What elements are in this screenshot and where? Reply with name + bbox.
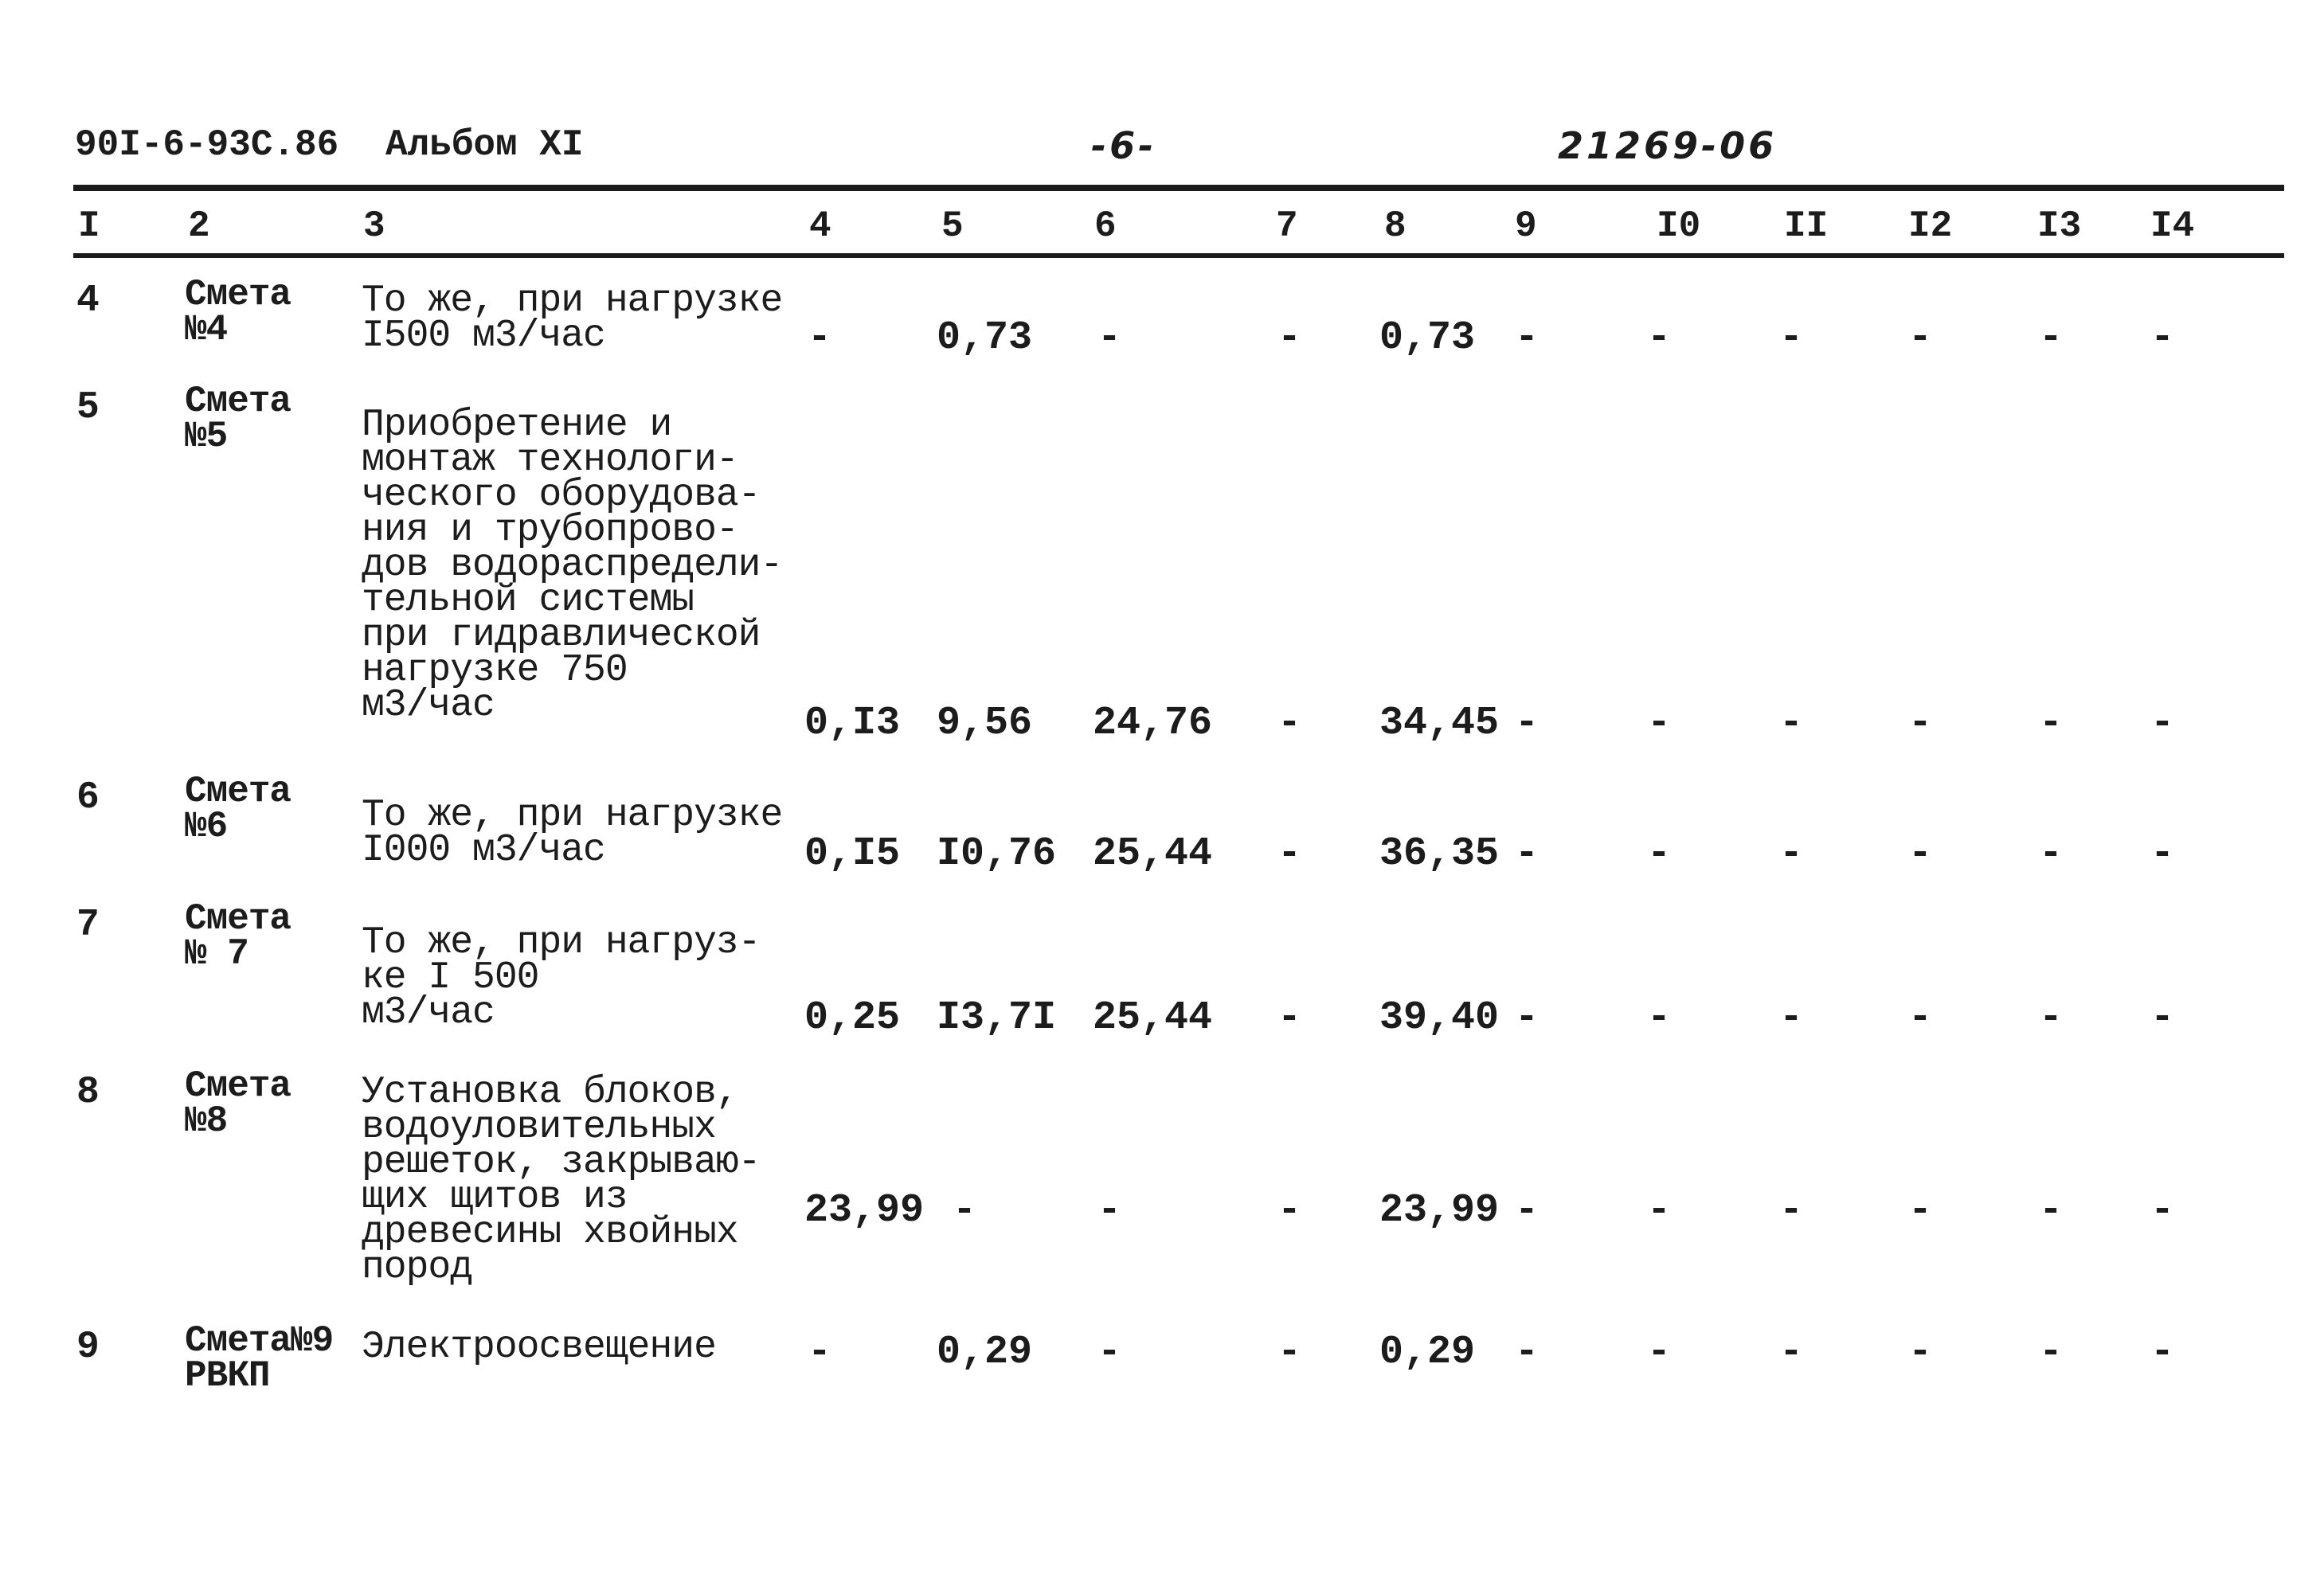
column-number: I2 bbox=[1908, 205, 1953, 247]
page-number: -6- bbox=[1091, 124, 1157, 167]
empty-cell-dash: - bbox=[1277, 315, 1302, 361]
empty-cell-dash: - bbox=[1515, 995, 1540, 1041]
cost-value: I0,76 bbox=[937, 831, 1057, 877]
empty-cell-dash: - bbox=[1647, 701, 1672, 746]
empty-cell-dash: - bbox=[1647, 1188, 1672, 1233]
estimate-ref: Смета №6 bbox=[185, 771, 291, 847]
cost-value: 0,29 bbox=[1379, 1330, 1476, 1375]
column-number: 4 bbox=[809, 205, 831, 247]
empty-cell-dash: - bbox=[2150, 1188, 2175, 1233]
cost-value: 36,35 bbox=[1379, 831, 1500, 877]
column-number: 5 bbox=[941, 205, 964, 247]
column-header-rule bbox=[73, 253, 2284, 258]
column-number: 7 bbox=[1276, 205, 1298, 247]
empty-cell-dash: - bbox=[1515, 1188, 1540, 1233]
cost-value: 0,73 bbox=[1379, 315, 1476, 361]
empty-cell-dash: - bbox=[1908, 701, 1933, 746]
empty-cell-dash: - bbox=[1908, 315, 1933, 361]
row-number: 4 bbox=[76, 279, 100, 322]
row-number: 7 bbox=[76, 904, 100, 947]
empty-cell-dash: - bbox=[1908, 831, 1933, 877]
document-code: 90I-6-93С.86 bbox=[75, 124, 339, 166]
estimate-ref: Смета № 7 bbox=[185, 898, 291, 975]
column-number: I bbox=[78, 205, 100, 247]
empty-cell-dash: - bbox=[1277, 701, 1302, 746]
cost-value: 0,25 bbox=[804, 995, 901, 1041]
header-rule bbox=[73, 185, 2284, 191]
cost-value: 0,29 bbox=[937, 1330, 1033, 1375]
estimate-ref: Смета№9 РВКП bbox=[185, 1320, 334, 1397]
empty-cell-dash: - bbox=[1097, 1188, 1122, 1233]
inventory-number: 21269-06 bbox=[1558, 124, 1778, 167]
empty-cell-dash: - bbox=[2039, 831, 2064, 877]
empty-cell-dash: - bbox=[1908, 995, 1933, 1041]
empty-cell-dash: - bbox=[1779, 995, 1804, 1041]
row-number: 8 bbox=[76, 1071, 100, 1114]
column-number: 6 bbox=[1094, 205, 1117, 247]
column-number: 2 bbox=[188, 205, 210, 247]
empty-cell-dash: - bbox=[1647, 995, 1672, 1041]
column-number: I4 bbox=[2150, 205, 2195, 247]
empty-cell-dash: - bbox=[1647, 1330, 1672, 1375]
work-description: То же, при нагрузке I500 м3/час bbox=[362, 279, 783, 358]
empty-cell-dash: - bbox=[1647, 315, 1672, 361]
empty-cell-dash: - bbox=[1277, 831, 1302, 877]
cost-value: 39,40 bbox=[1379, 995, 1500, 1041]
empty-cell-dash: - bbox=[2150, 995, 2175, 1041]
estimate-ref: Смета №5 bbox=[185, 381, 291, 457]
empty-cell-dash: - bbox=[1779, 1330, 1804, 1375]
empty-cell-dash: - bbox=[1277, 995, 1302, 1041]
empty-cell-dash: - bbox=[1908, 1188, 1933, 1233]
album-label: Альбом XI bbox=[385, 124, 584, 166]
empty-cell-dash: - bbox=[2039, 1188, 2064, 1233]
work-description: Электроосвещение bbox=[362, 1326, 716, 1369]
empty-cell-dash: - bbox=[2039, 701, 2064, 746]
empty-cell-dash: - bbox=[1647, 831, 1672, 877]
empty-cell-dash: - bbox=[2150, 1330, 2175, 1375]
work-description: Установка блоков, водоуловительных решеток, закрываю- щих щитов из древесины хвойных пород bbox=[362, 1071, 761, 1289]
column-number: II bbox=[1784, 205, 1829, 247]
empty-cell-dash: - bbox=[808, 315, 832, 361]
empty-cell-dash: - bbox=[1779, 831, 1804, 877]
empty-cell-dash: - bbox=[2039, 1330, 2064, 1375]
cost-value: 9,56 bbox=[937, 701, 1033, 746]
empty-cell-dash: - bbox=[1097, 315, 1122, 361]
work-description: То же, при нагруз- ке I 500 м3/час bbox=[362, 921, 761, 1034]
row-number: 5 bbox=[76, 386, 100, 429]
empty-cell-dash: - bbox=[2039, 995, 2064, 1041]
column-number: I0 bbox=[1657, 205, 1701, 247]
work-description: Приобретение и монтаж технологи- ческого оборудова- ния и трубопрово- дов водораспредели- тельной системы при гидравлической нагрузке 750 м3/час bbox=[362, 404, 783, 727]
empty-cell-dash: - bbox=[1515, 831, 1540, 877]
cost-value: 23,99 bbox=[804, 1188, 925, 1233]
estimate-ref: Смета №4 bbox=[185, 274, 291, 350]
column-number: I3 bbox=[2037, 205, 2082, 247]
empty-cell-dash: - bbox=[2150, 315, 2175, 361]
empty-cell-dash: - bbox=[953, 1188, 977, 1233]
empty-cell-dash: - bbox=[1515, 701, 1540, 746]
empty-cell-dash: - bbox=[2150, 701, 2175, 746]
empty-cell-dash: - bbox=[2150, 831, 2175, 877]
cost-value: 0,I3 bbox=[804, 701, 901, 746]
cost-value: 24,76 bbox=[1093, 701, 1213, 746]
row-number: 6 bbox=[76, 776, 100, 819]
empty-cell-dash: - bbox=[1779, 701, 1804, 746]
empty-cell-dash: - bbox=[1779, 1188, 1804, 1233]
cost-value: 23,99 bbox=[1379, 1188, 1500, 1233]
cost-value: 25,44 bbox=[1093, 831, 1213, 877]
empty-cell-dash: - bbox=[1515, 1330, 1540, 1375]
empty-cell-dash: - bbox=[808, 1330, 832, 1375]
row-number: 9 bbox=[76, 1326, 100, 1369]
estimate-ref: Смета №8 bbox=[185, 1065, 291, 1142]
work-description: То же, при нагрузке I000 м3/час bbox=[362, 794, 783, 872]
empty-cell-dash: - bbox=[1277, 1188, 1302, 1233]
column-number: 9 bbox=[1515, 205, 1537, 247]
empty-cell-dash: - bbox=[2039, 315, 2064, 361]
column-number: 8 bbox=[1384, 205, 1407, 247]
cost-value: 25,44 bbox=[1093, 995, 1213, 1041]
empty-cell-dash: - bbox=[1779, 315, 1804, 361]
cost-value: 0,I5 bbox=[804, 831, 901, 877]
cost-value: 0,73 bbox=[937, 315, 1033, 361]
empty-cell-dash: - bbox=[1097, 1330, 1122, 1375]
empty-cell-dash: - bbox=[1515, 315, 1540, 361]
cost-value: I3,7I bbox=[937, 995, 1057, 1041]
cost-value: 34,45 bbox=[1379, 701, 1500, 746]
column-number: 3 bbox=[363, 205, 385, 247]
empty-cell-dash: - bbox=[1908, 1330, 1933, 1375]
empty-cell-dash: - bbox=[1277, 1330, 1302, 1375]
